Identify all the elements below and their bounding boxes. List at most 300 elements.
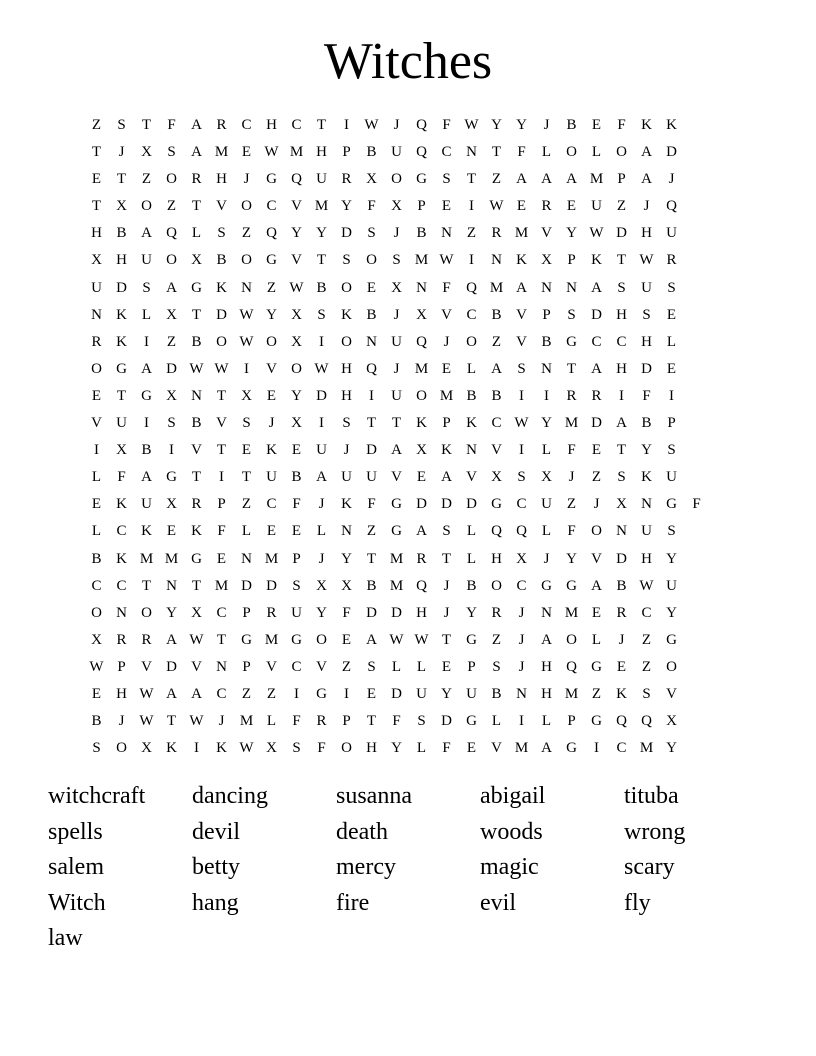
grid-letter: J: [393, 225, 400, 242]
grid-letter: D: [166, 360, 177, 377]
grid-letter: H: [616, 306, 627, 323]
grid-letter: F: [442, 740, 451, 757]
grid-letter: Z: [641, 658, 652, 675]
grid-letter: V: [491, 740, 502, 757]
grid-letter: I: [594, 740, 599, 757]
grid-letter: B: [566, 117, 577, 133]
grid-letter: Q: [516, 523, 527, 540]
grid-letter: Z: [266, 279, 277, 296]
grid-letter: S: [292, 740, 301, 757]
grid-letter: P: [567, 713, 576, 730]
grid-letter: S: [392, 252, 401, 269]
grid-letter: K: [641, 469, 652, 486]
grid-letter: X: [116, 198, 127, 215]
grid-letter: B: [91, 550, 102, 567]
grid-letter: D: [116, 279, 127, 296]
grid-row: [91, 114, 726, 141]
grid-letter: U: [116, 415, 127, 432]
grid-letter: P: [242, 658, 251, 675]
grid-letter: V: [666, 685, 677, 702]
grid-letter: G: [416, 171, 427, 188]
grid-row: [91, 304, 726, 331]
grid-letter: M: [639, 740, 654, 757]
grid-letter: V: [216, 415, 227, 432]
grid-letter: H: [341, 387, 352, 404]
grid-row: [91, 412, 726, 439]
grid-letter: Z: [366, 523, 377, 540]
grid-letter: V: [291, 198, 302, 215]
grid-letter: S: [667, 523, 676, 540]
grid-letter: T: [466, 171, 477, 188]
grid-letter: F: [567, 442, 576, 459]
grid-letter: U: [416, 685, 427, 702]
grid-letter: T: [141, 577, 152, 594]
grid-letter: M: [139, 550, 154, 567]
grid-letter: K: [116, 333, 127, 350]
grid-letter: U: [291, 604, 302, 621]
grid-letter: Z: [166, 333, 177, 350]
grid-letter: J: [218, 713, 225, 730]
grid-letter: S: [342, 252, 351, 269]
grid-row: [92, 737, 726, 764]
grid-letter: G: [266, 252, 277, 269]
grid-letter: G: [566, 577, 577, 594]
grid-letter: P: [292, 550, 301, 567]
grid-letter: V: [266, 360, 277, 377]
grid-letter: A: [566, 171, 577, 188]
grid-letter: M: [439, 387, 454, 404]
grid-letter: L: [591, 144, 602, 161]
grid-letter: D: [666, 144, 677, 161]
grid-letter: X: [516, 550, 527, 567]
grid-letter: G: [316, 685, 327, 702]
grid-letter: B: [641, 415, 652, 432]
grid-letter: Z: [466, 225, 477, 242]
grid-letter: I: [469, 198, 474, 215]
grid-letter: W: [589, 225, 604, 242]
grid-letter: L: [141, 306, 152, 323]
grid-letter: G: [466, 713, 477, 730]
grid-letter: O: [341, 740, 352, 757]
grid-letter: T: [616, 252, 627, 269]
grid-letter: B: [366, 577, 377, 594]
grid-letter: W: [439, 252, 454, 269]
grid-letter: C: [116, 523, 127, 540]
grid-letter: K: [216, 740, 227, 757]
grid-letter: S: [167, 144, 176, 161]
grid-letter: B: [191, 415, 202, 432]
grid-letter: F: [442, 279, 451, 296]
grid-letter: V: [516, 333, 527, 350]
grid-letter: T: [366, 713, 377, 730]
grid-letter: Q: [616, 713, 627, 730]
grid-letter: G: [566, 333, 577, 350]
grid-letter: N: [166, 577, 177, 594]
grid-letter: Y: [341, 550, 352, 567]
grid-letter: Z: [491, 631, 502, 648]
word-list: [48, 780, 768, 958]
grid-letter: H: [216, 171, 227, 188]
grid-letter: N: [116, 604, 127, 621]
grid-letter: B: [616, 577, 627, 594]
grid-letter: S: [317, 306, 326, 323]
grid-letter: D: [591, 306, 602, 323]
grid-letter: E: [666, 360, 677, 377]
grid-letter: L: [466, 360, 477, 377]
grid-letter: H: [491, 550, 502, 567]
grid-letter: Z: [241, 496, 252, 513]
grid-letter: B: [191, 333, 202, 350]
grid-letter: D: [391, 604, 402, 621]
grid-letter: W: [89, 658, 104, 675]
grid-letter: P: [217, 496, 226, 513]
word-list-item: scary: [624, 854, 675, 880]
grid-letter: H: [641, 333, 652, 350]
grid-letter: Y: [491, 117, 502, 133]
grid-letter: V: [91, 415, 102, 432]
grid-letter: L: [541, 442, 552, 459]
grid-letter: U: [141, 252, 152, 269]
grid-letter: S: [667, 442, 676, 459]
grid-letter: O: [141, 198, 152, 215]
grid-letter: P: [617, 171, 626, 188]
grid-letter: E: [91, 171, 102, 188]
grid-letter: G: [466, 631, 477, 648]
grid-letter: V: [591, 550, 602, 567]
grid-letter: J: [618, 631, 625, 648]
grid-letter: R: [191, 171, 202, 188]
grid-letter: L: [541, 713, 552, 730]
grid-letter: A: [516, 279, 527, 296]
grid-letter: T: [216, 631, 227, 648]
grid-row: [91, 602, 726, 629]
grid-letter: V: [541, 225, 552, 242]
grid-letter: L: [416, 658, 427, 675]
grid-letter: P: [342, 713, 351, 730]
grid-letter: T: [216, 442, 227, 459]
grid-letter: A: [391, 442, 402, 459]
grid-letter: A: [141, 225, 152, 242]
grid-letter: M: [389, 550, 404, 567]
grid-letter: J: [393, 306, 400, 323]
grid-letter: F: [367, 496, 376, 513]
grid-letter: J: [593, 496, 600, 513]
grid-letter: O: [341, 333, 352, 350]
grid-letter: P: [542, 306, 551, 323]
grid-letter: P: [242, 604, 251, 621]
grid-letter: T: [316, 117, 327, 133]
grid-letter: O: [416, 387, 427, 404]
grid-letter: V: [491, 442, 502, 459]
grid-letter: E: [341, 631, 352, 648]
grid-letter: T: [441, 550, 452, 567]
grid-letter: E: [566, 198, 577, 215]
grid-letter: D: [466, 496, 477, 513]
grid-letter: J: [118, 713, 125, 730]
word-list-item: betty: [192, 854, 240, 880]
grid-letter: K: [516, 252, 527, 269]
word-list-item: spells: [48, 818, 103, 845]
grid-letter: J: [543, 550, 550, 567]
grid-letter: X: [391, 198, 402, 215]
grid-letter: K: [641, 117, 652, 133]
grid-letter: H: [316, 144, 327, 161]
grid-letter: S: [142, 279, 151, 296]
grid-letter: G: [666, 631, 677, 648]
grid-letter: C: [466, 306, 477, 323]
grid-letter: S: [92, 740, 101, 757]
grid-letter: R: [216, 117, 227, 133]
grid-letter: N: [466, 442, 477, 459]
grid-letter: A: [591, 279, 602, 296]
grid-letter: E: [441, 658, 452, 675]
grid-letter: H: [366, 740, 377, 757]
grid-letter: L: [316, 523, 327, 540]
grid-letter: I: [194, 740, 199, 757]
grid-letter: M: [514, 225, 529, 242]
grid-letter: Q: [641, 713, 652, 730]
grid-letter: K: [666, 117, 677, 133]
grid-letter: O: [166, 171, 177, 188]
grid-letter: N: [541, 604, 552, 621]
grid-letter: R: [266, 604, 277, 621]
grid-letter: J: [393, 117, 400, 133]
grid-letter: H: [616, 360, 627, 377]
word-list-item: woods: [480, 818, 543, 845]
grid-letter: A: [316, 469, 327, 486]
grid-letter: T: [391, 415, 402, 432]
grid-letter: K: [141, 523, 152, 540]
grid-letter: E: [441, 198, 452, 215]
grid-letter: E: [91, 685, 102, 702]
grid-letter: B: [291, 469, 302, 486]
grid-letter: U: [141, 496, 152, 513]
grid-letter: W: [414, 631, 429, 648]
grid-letter: A: [141, 469, 152, 486]
grid-letter: C: [641, 604, 652, 621]
grid-letter: D: [391, 685, 402, 702]
grid-letter: B: [491, 387, 502, 404]
grid-letter: T: [441, 631, 452, 648]
grid-letter: S: [517, 469, 526, 486]
grid-letter: U: [266, 469, 277, 486]
grid-letter: Y: [516, 117, 527, 133]
grid-letter: F: [217, 523, 226, 540]
grid-letter: V: [216, 198, 227, 215]
grid-letter: M: [264, 550, 279, 567]
grid-letter: E: [366, 279, 377, 296]
grid-letter: Q: [366, 360, 377, 377]
grid-letter: V: [191, 442, 202, 459]
word-list-item: magic: [480, 854, 539, 880]
grid-letter: W: [364, 117, 379, 133]
grid-letter: W: [189, 631, 204, 648]
grid-letter: A: [191, 685, 202, 702]
grid-letter: Z: [241, 685, 252, 702]
grid-letter: L: [466, 523, 477, 540]
grid-letter: N: [541, 279, 552, 296]
grid-row: [91, 277, 726, 304]
grid-letter: R: [591, 387, 602, 404]
grid-letter: V: [466, 469, 477, 486]
grid-letter: B: [541, 333, 552, 350]
grid-letter: R: [616, 604, 627, 621]
grid-letter: N: [366, 333, 377, 350]
grid-letter: D: [641, 360, 652, 377]
grid-letter: M: [214, 577, 229, 594]
word-list-item: witchcraft: [48, 783, 146, 809]
grid-letter: C: [216, 685, 227, 702]
word-list-item: dancing: [192, 783, 268, 809]
grid-letter: F: [367, 198, 376, 215]
grid-letter: Y: [441, 685, 452, 702]
grid-letter: D: [366, 604, 377, 621]
page-title: Witches: [323, 33, 493, 90]
grid-row: [91, 249, 726, 276]
grid-row: [91, 168, 726, 195]
grid-letter: O: [491, 577, 502, 594]
grid-letter: Q: [166, 225, 177, 242]
grid-letter: I: [244, 360, 249, 377]
grid-letter: W: [189, 713, 204, 730]
grid-letter: J: [318, 550, 325, 567]
grid-letter: M: [239, 713, 254, 730]
grid-letter: L: [666, 333, 677, 350]
grid-letter: X: [616, 496, 627, 513]
grid-letter: P: [567, 252, 576, 269]
grid-letter: B: [416, 225, 427, 242]
grid-letter: M: [289, 144, 304, 161]
grid-letter: V: [291, 252, 302, 269]
grid-letter: X: [241, 387, 252, 404]
grid-letter: R: [566, 387, 577, 404]
grid-row: [91, 683, 726, 710]
grid-letter: S: [667, 279, 676, 296]
word-list-item: death: [336, 818, 388, 845]
grid-letter: Y: [291, 387, 302, 404]
grid-letter: N: [541, 360, 552, 377]
grid-letter: R: [491, 604, 502, 621]
grid-letter: H: [266, 117, 277, 133]
grid-letter: H: [91, 225, 102, 242]
grid-letter: T: [566, 360, 577, 377]
grid-letter: R: [416, 550, 427, 567]
grid-letter: A: [641, 144, 652, 161]
grid-letter: F: [617, 117, 626, 133]
grid-letter: S: [617, 469, 626, 486]
grid-letter: L: [491, 713, 502, 730]
word-list-item: evil: [480, 889, 516, 916]
word-list-item: wrong: [624, 818, 686, 845]
grid-letter: X: [166, 387, 177, 404]
grid-letter: U: [591, 198, 602, 215]
grid-letter: E: [666, 306, 677, 323]
grid-letter: V: [141, 658, 152, 675]
grid-letter: X: [416, 306, 427, 323]
grid-letter: T: [316, 252, 327, 269]
grid-letter: M: [489, 279, 504, 296]
grid-letter: N: [191, 387, 202, 404]
grid-letter: K: [191, 523, 202, 540]
grid-letter: O: [591, 523, 602, 540]
grid-letter: S: [492, 658, 501, 675]
grid-letter: E: [241, 144, 252, 161]
grid-letter: A: [491, 360, 502, 377]
grid-letter: G: [391, 496, 402, 513]
grid-letter: F: [117, 469, 126, 486]
grid-letter: S: [117, 117, 126, 133]
grid-letter: Y: [566, 550, 577, 567]
grid-letter: R: [91, 333, 102, 350]
grid-letter: Y: [541, 415, 552, 432]
grid-letter: D: [266, 577, 277, 594]
grid-letter: K: [416, 415, 427, 432]
grid-letter: I: [369, 387, 374, 404]
grid-letter: T: [116, 387, 127, 404]
grid-letter: G: [591, 713, 602, 730]
grid-letter: Q: [266, 225, 277, 242]
grid-letter: L: [541, 523, 552, 540]
grid-letter: K: [116, 550, 127, 567]
grid-letter: J: [443, 333, 450, 350]
grid-letter: C: [116, 577, 127, 594]
grid-letter: T: [141, 117, 152, 133]
grid-letter: H: [416, 604, 427, 621]
grid-letter: W: [264, 144, 279, 161]
grid-letter: A: [541, 171, 552, 188]
grid-letter: A: [541, 631, 552, 648]
grid-letter: Q: [416, 144, 427, 161]
grid-letter: Q: [466, 279, 477, 296]
grid-letter: J: [393, 360, 400, 377]
grid-letter: P: [342, 144, 351, 161]
grid-letter: S: [242, 415, 251, 432]
grid-letter: L: [191, 225, 202, 242]
grid-letter: Y: [316, 604, 327, 621]
grid-letter: M: [589, 171, 604, 188]
grid-letter: T: [191, 469, 202, 486]
grid-letter: A: [591, 577, 602, 594]
grid-letter: A: [591, 360, 602, 377]
grid-letter: M: [564, 604, 579, 621]
grid-letter: O: [341, 279, 352, 296]
grid-letter: E: [91, 496, 102, 513]
grid-letter: H: [116, 252, 127, 269]
grid-letter: G: [541, 577, 552, 594]
grid-letter: P: [417, 198, 426, 215]
grid-letter: X: [341, 577, 352, 594]
grid-letter: R: [316, 713, 327, 730]
grid-letter: J: [543, 117, 550, 133]
grid-letter: J: [518, 604, 525, 621]
grid-letter: I: [169, 442, 174, 459]
grid-letter: W: [314, 360, 329, 377]
grid-letter: X: [291, 333, 302, 350]
grid-letter: A: [166, 631, 177, 648]
grid-letter: Y: [566, 225, 577, 242]
grid-letter: O: [566, 144, 577, 161]
grid-letter: H: [541, 658, 552, 675]
grid-letter: T: [491, 144, 502, 161]
grid-letter: J: [643, 198, 650, 215]
grid-letter: K: [591, 252, 602, 269]
grid-letter: Q: [416, 577, 427, 594]
grid-letter: X: [666, 713, 677, 730]
grid-letter: J: [118, 144, 125, 161]
grid-letter: C: [591, 333, 602, 350]
grid-letter: E: [616, 658, 627, 675]
grid-letter: U: [666, 225, 677, 242]
